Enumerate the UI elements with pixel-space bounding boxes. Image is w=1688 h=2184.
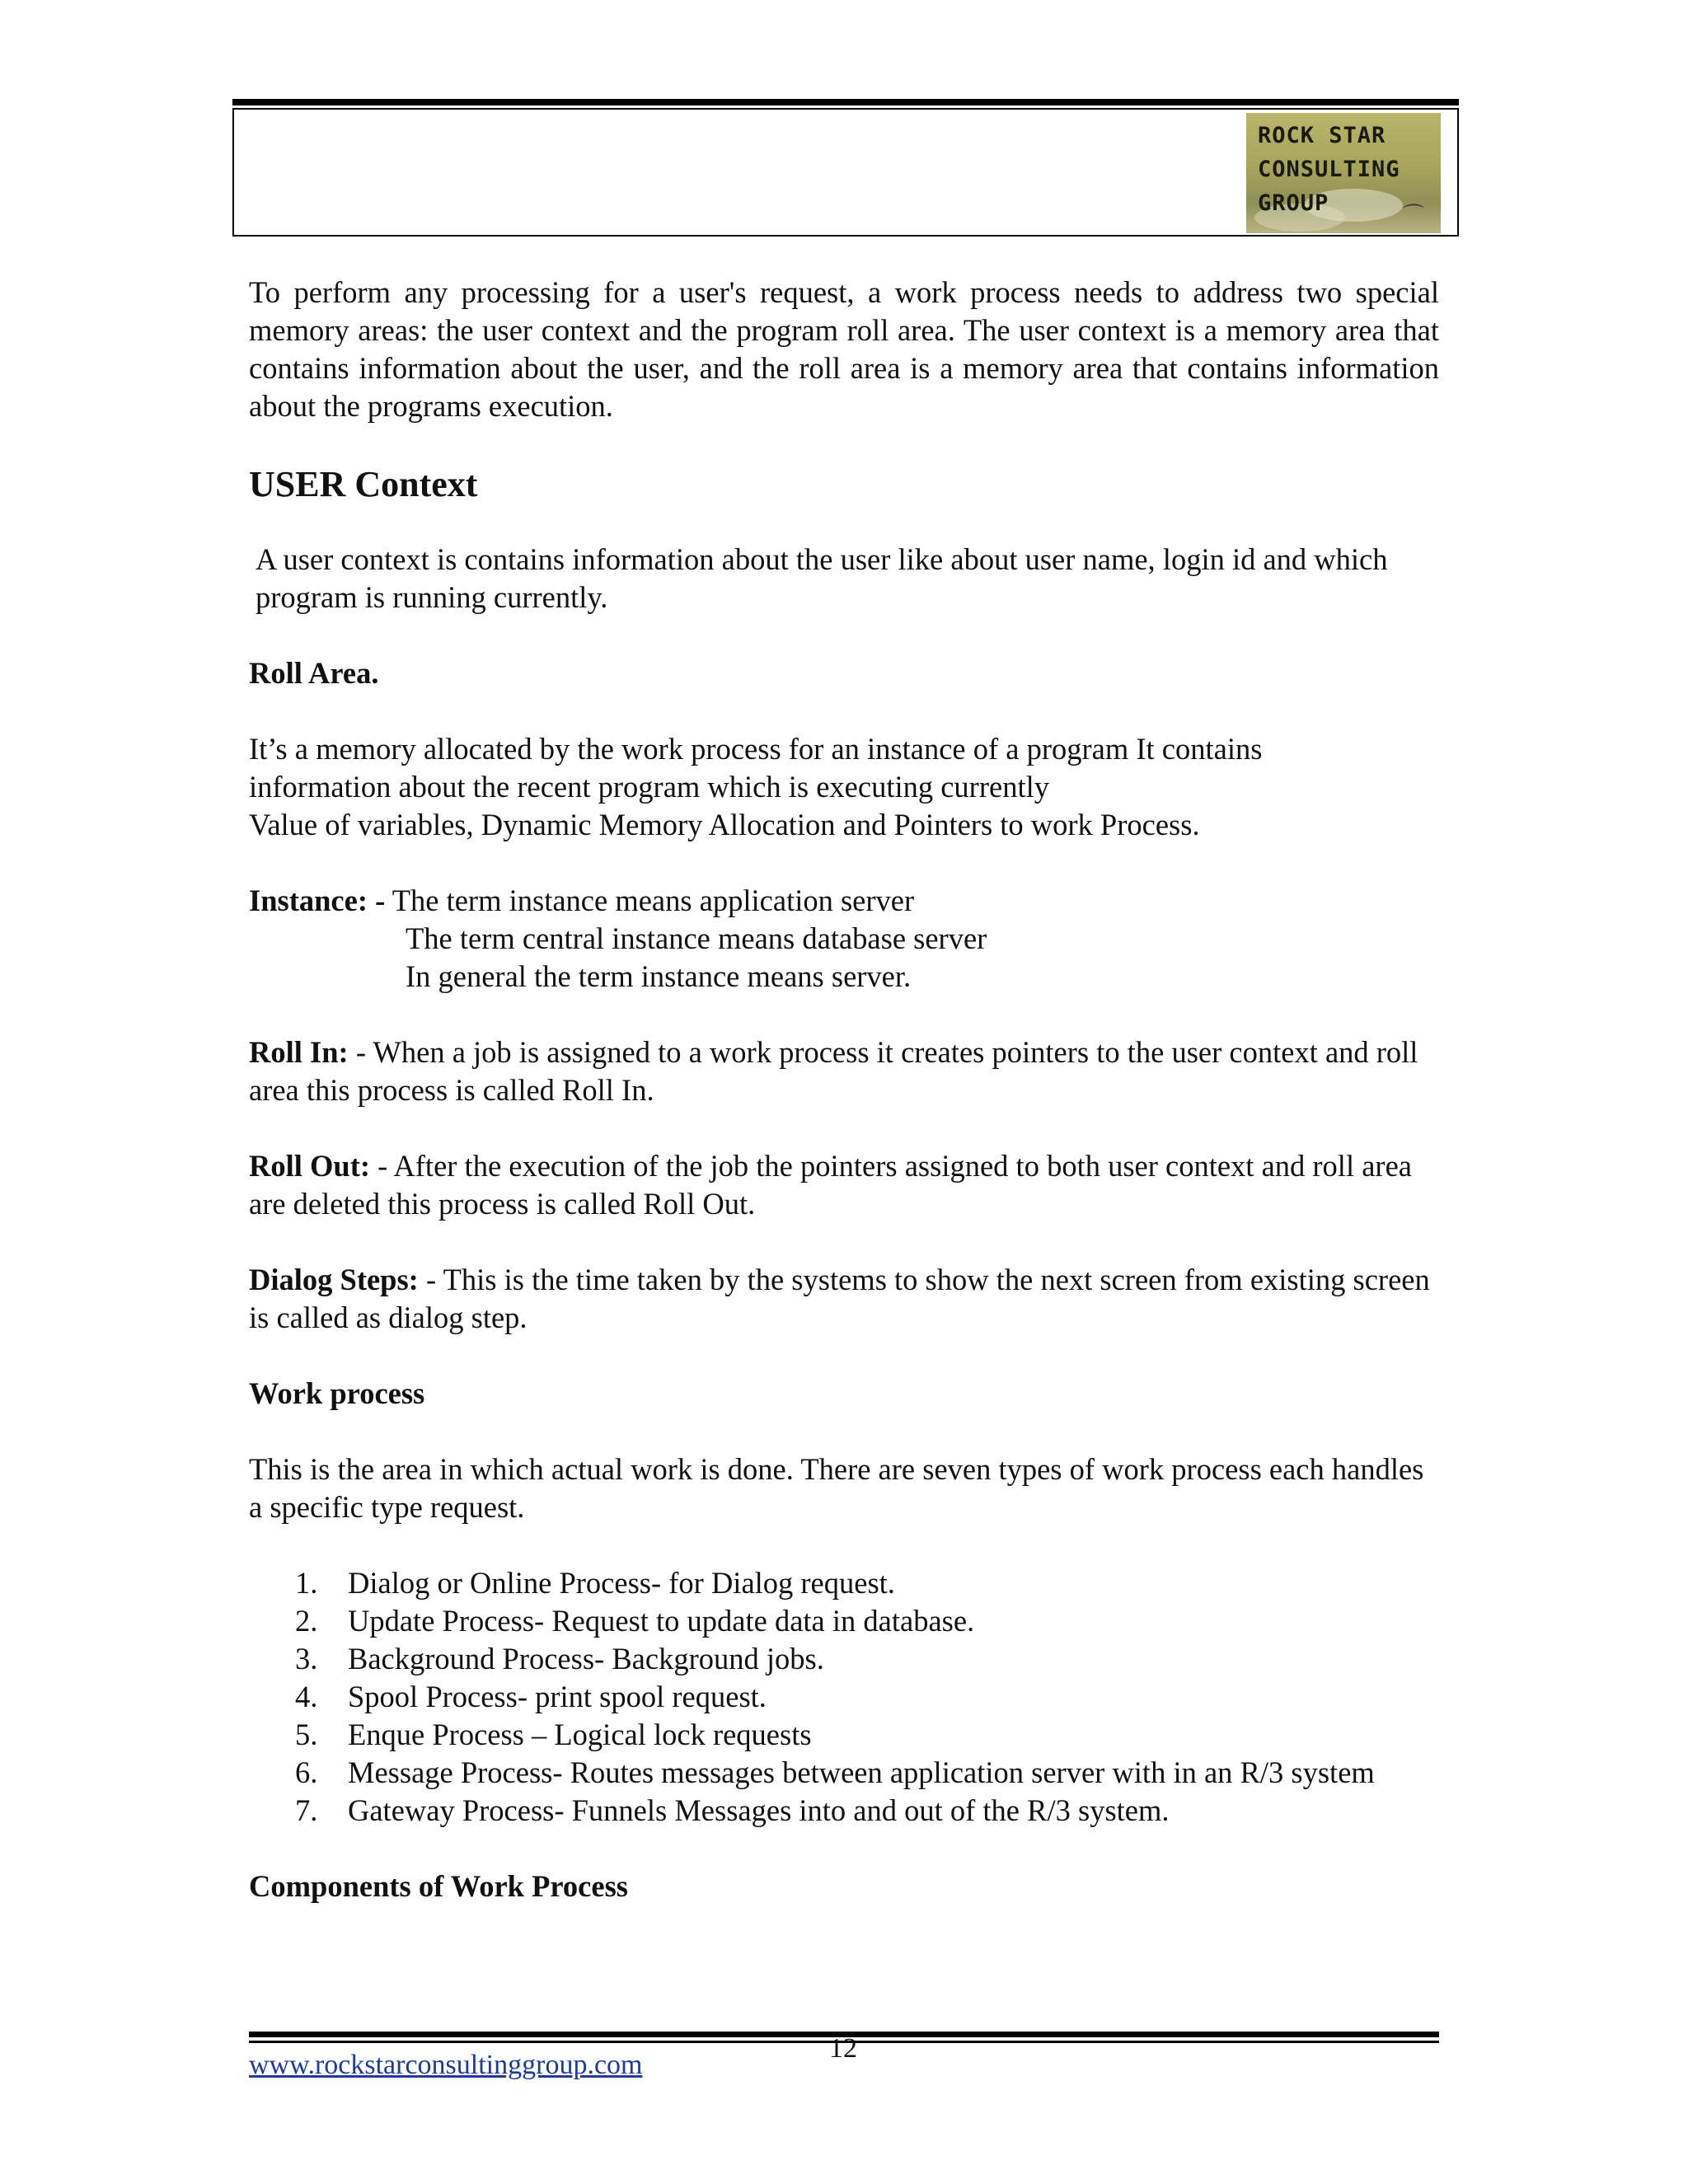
work-process-list: [249, 1564, 1439, 1830]
roll-out-paragraph: [249, 1147, 1439, 1223]
list-number: 5.: [295, 1718, 318, 1751]
instance-line: In general the term instance means server.: [406, 959, 912, 993]
company-logo: [1246, 113, 1441, 233]
logo-line-3: GROUP: [1258, 190, 1329, 216]
list-number: 3.: [295, 1642, 318, 1675]
roll-out-label: Roll Out:: [249, 1149, 371, 1183]
logo-line-2: CONSULTING: [1258, 157, 1400, 182]
list-number: 7.: [295, 1793, 318, 1827]
list-item: [249, 1792, 1439, 1830]
roll-area-line: information about the recent program which is executing currently: [249, 770, 1049, 804]
bird-icon: ⌒: [1403, 204, 1425, 228]
roll-area-heading: Roll Area.: [249, 656, 379, 690]
roll-area-line: Value of variables, Dynamic Memory Allocation and Pointers to work Process.: [249, 808, 1200, 841]
page-content: [249, 274, 1439, 1943]
user-context-paragraph: A user context is contains information about the user like about user name, login id and which program is running currently.: [256, 542, 1388, 614]
dialog-steps-text: - This is the time taken by the systems to show the next screen from existing screen is called as dialog step.: [249, 1263, 1430, 1334]
list-item-text: Enque Process – Logical lock requests: [348, 1718, 812, 1751]
roll-in-paragraph: [249, 1033, 1439, 1109]
roll-in-label: Roll In:: [249, 1035, 349, 1069]
list-item-text: Update Process- Request to update data in database.: [348, 1604, 975, 1638]
list-item: [249, 1678, 1439, 1716]
list-item-text: Background Process- Background jobs.: [348, 1642, 824, 1675]
work-process-paragraph: This is the area in which actual work is done. There are seven types of work process each handles a specific type request.: [249, 1452, 1424, 1524]
roll-area-line: It’s a memory allocated by the work process for an instance of a program It contains: [249, 732, 1263, 766]
dialog-steps-paragraph: [249, 1261, 1439, 1337]
list-number: 4.: [295, 1680, 318, 1713]
logo-line-1: ROCK STAR: [1258, 123, 1386, 148]
list-item-text: Gateway Process- Funnels Messages into and out of the R/3 system.: [348, 1793, 1170, 1827]
roll-out-text: - After the execution of the job the pointers assigned to both user context and roll area are deleted this process is called Roll Out.: [249, 1149, 1412, 1221]
user-context-heading: USER Context: [249, 464, 478, 504]
instance-definition: [249, 882, 1439, 996]
website-link[interactable]: www.rockstarconsultinggroup.com: [249, 2050, 643, 2080]
work-process-heading: Work process: [249, 1376, 425, 1410]
list-item: [249, 1602, 1439, 1640]
list-item: [249, 1564, 1439, 1602]
list-item: [249, 1640, 1439, 1678]
list-number: 1.: [295, 1566, 318, 1600]
page-number: 12: [829, 2033, 857, 2064]
instance-line: The term central instance means database server: [406, 921, 987, 955]
list-item: [249, 1716, 1439, 1754]
list-number: 2.: [295, 1604, 318, 1638]
list-item-text: Spool Process- print spool request.: [348, 1680, 767, 1713]
list-item-text: Dialog or Online Process- for Dialog request.: [348, 1566, 895, 1600]
list-item: [249, 1754, 1439, 1792]
roll-area-paragraph: [249, 730, 1439, 844]
list-item-text: Message Process- Routes messages between application server with in an R/3 system: [348, 1755, 1375, 1789]
instance-label: Instance: -: [249, 883, 386, 917]
dialog-steps-label: Dialog Steps:: [249, 1263, 419, 1296]
roll-in-text: - When a job is assigned to a work process it creates pointers to the user context and roll area this process is called Roll In.: [249, 1035, 1418, 1107]
list-number: 6.: [295, 1755, 318, 1789]
header-rule: [232, 99, 1459, 105]
instance-line: The term instance means application server: [392, 883, 915, 917]
components-heading: Components of Work Process: [249, 1869, 628, 1903]
intro-paragraph: To perform any processing for a user's request, a work process needs to address two special memory areas: the user context and the program roll area. The user context is a memory area that contains information about the user, and the roll area is a memory area that contains information about the programs execution.: [249, 275, 1439, 423]
